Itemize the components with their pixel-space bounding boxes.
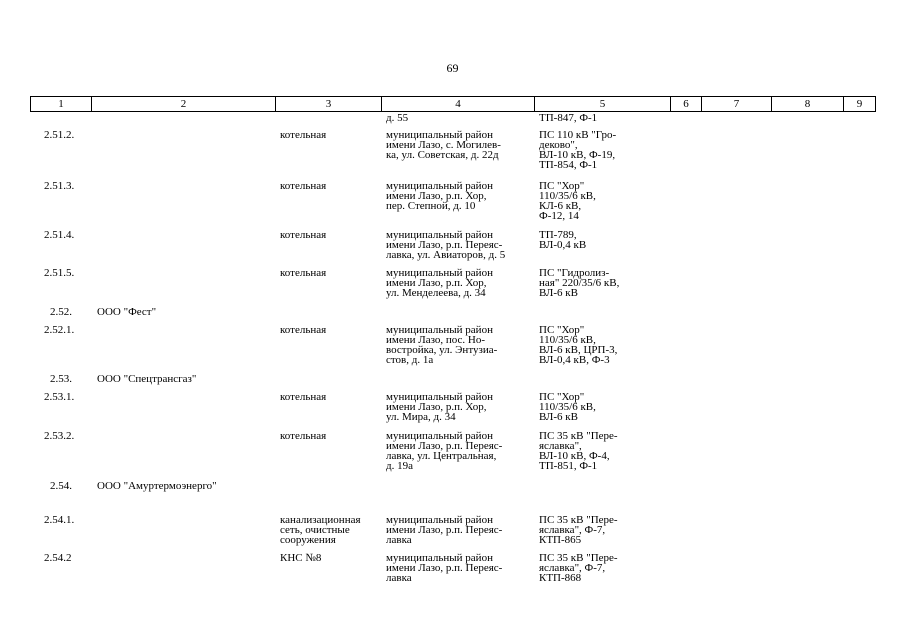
row-power-source: ТП-789, ВЛ-0,4 кВ <box>539 229 587 251</box>
row-number: 2.52. <box>50 306 72 318</box>
row-object-type: котельная <box>280 324 327 336</box>
row-number: 2.51.2. <box>44 129 75 141</box>
row-power-source: ПС "Гидролиз- ная" 220/35/6 кВ, ВЛ-6 кВ <box>539 267 620 299</box>
row-object-type: котельная <box>280 391 327 403</box>
row-number: 2.51.5. <box>44 267 75 279</box>
row-organization: ООО "Амуртермоэнерго" <box>97 480 217 492</box>
row-power-source: ПС "Хор" 110/35/6 кВ, КЛ-6 кВ, Ф-12, 14 <box>539 180 596 222</box>
row-organization: ООО "Фест" <box>97 306 157 318</box>
row-location: муниципальный район имени Лазо, р.п. Переяс- лавка, ул. Авиаторов, д. 5 <box>386 229 506 261</box>
column-header-1: 1 <box>58 98 64 110</box>
table-header-row <box>30 96 876 112</box>
column-header-2: 2 <box>180 98 187 110</box>
row-object-type: котельная <box>280 129 327 141</box>
row-location: муниципальный район имени Лазо, р.п. Переяс- лавка <box>386 514 503 546</box>
row-object-type: котельная <box>280 267 327 279</box>
column-header-4: 4 <box>455 98 461 110</box>
row-number: 2.54.2 <box>44 552 72 564</box>
row-number: 2.51.3. <box>44 180 75 192</box>
row-number: 2.53. <box>50 373 72 385</box>
row-power-source: ТП-847, Ф-1 <box>539 112 598 124</box>
row-organization: ООО "Спецтрансгаз" <box>97 373 197 385</box>
column-header-3: 3 <box>325 98 332 110</box>
row-power-source: ПС "Хор" 110/35/6 кВ, ВЛ-6 кВ <box>539 391 596 423</box>
column-header-9: 9 <box>856 98 863 110</box>
row-location: муниципальный район имени Лазо, р.п. Хор, пер. Степной, д. 10 <box>386 180 493 212</box>
row-object-type: котельная <box>280 229 327 241</box>
row-object-type: котельная <box>280 430 327 442</box>
column-header-7: 7 <box>733 98 740 110</box>
page-number: 69 <box>446 61 459 75</box>
row-location: муниципальный район имени Лазо, р.п. Хор, ул. Менделеева, д. 34 <box>386 267 493 299</box>
row-location: муниципальный район имени Лазо, р.п. Хор, ул. Мира, д. 34 <box>386 391 493 423</box>
row-power-source: ПС 110 кВ "Гро- деково", ВЛ-10 кВ, Ф-19, ТП-854, Ф-1 <box>539 129 617 171</box>
row-number: 2.54. <box>50 480 72 492</box>
row-location: д. 55 <box>386 112 409 124</box>
row-number: 2.54.1. <box>44 514 75 526</box>
row-location: муниципальный район имени Лазо, р.п. Переяс- лавка <box>386 552 503 584</box>
row-number: 2.52.1. <box>44 324 75 336</box>
row-location: муниципальный район имени Лазо, с. Могилев- ка, ул. Советская, д. 22д <box>386 129 501 161</box>
row-power-source: ПС "Хор" 110/35/6 кВ, ВЛ-6 кВ, ЦРП-3, ВЛ-0,4 кВ, Ф-3 <box>539 324 618 366</box>
row-power-source: ПС 35 кВ "Пере- яславка", Ф-7, КТП-865 <box>539 514 618 546</box>
row-power-source: ПС 35 кВ "Пере- яславка", ВЛ-10 кВ, Ф-4, ТП-851, Ф-1 <box>539 430 618 472</box>
column-header-5: 5 <box>599 98 606 110</box>
row-object-type: КНС №8 <box>280 552 322 564</box>
row-number: 2.53.2. <box>44 430 75 442</box>
row-object-type: канализационная сеть, очистные сооружения <box>280 514 361 546</box>
row-number: 2.53.1. <box>44 391 75 403</box>
row-number: 2.51.4. <box>44 229 75 241</box>
row-power-source: ПС 35 кВ "Пере- яславка", Ф-7, КТП-868 <box>539 552 618 584</box>
row-object-type: котельная <box>280 180 327 192</box>
row-location: муниципальный район имени Лазо, пос. Но- востройка, ул. Энтузиа- стов, д. 1а <box>386 324 498 366</box>
column-header-6: 6 <box>683 98 689 110</box>
column-header-8: 8 <box>804 98 811 110</box>
row-location: муниципальный район имени Лазо, р.п. Переяс- лавка, ул. Центральная, д. 19а <box>386 430 503 472</box>
